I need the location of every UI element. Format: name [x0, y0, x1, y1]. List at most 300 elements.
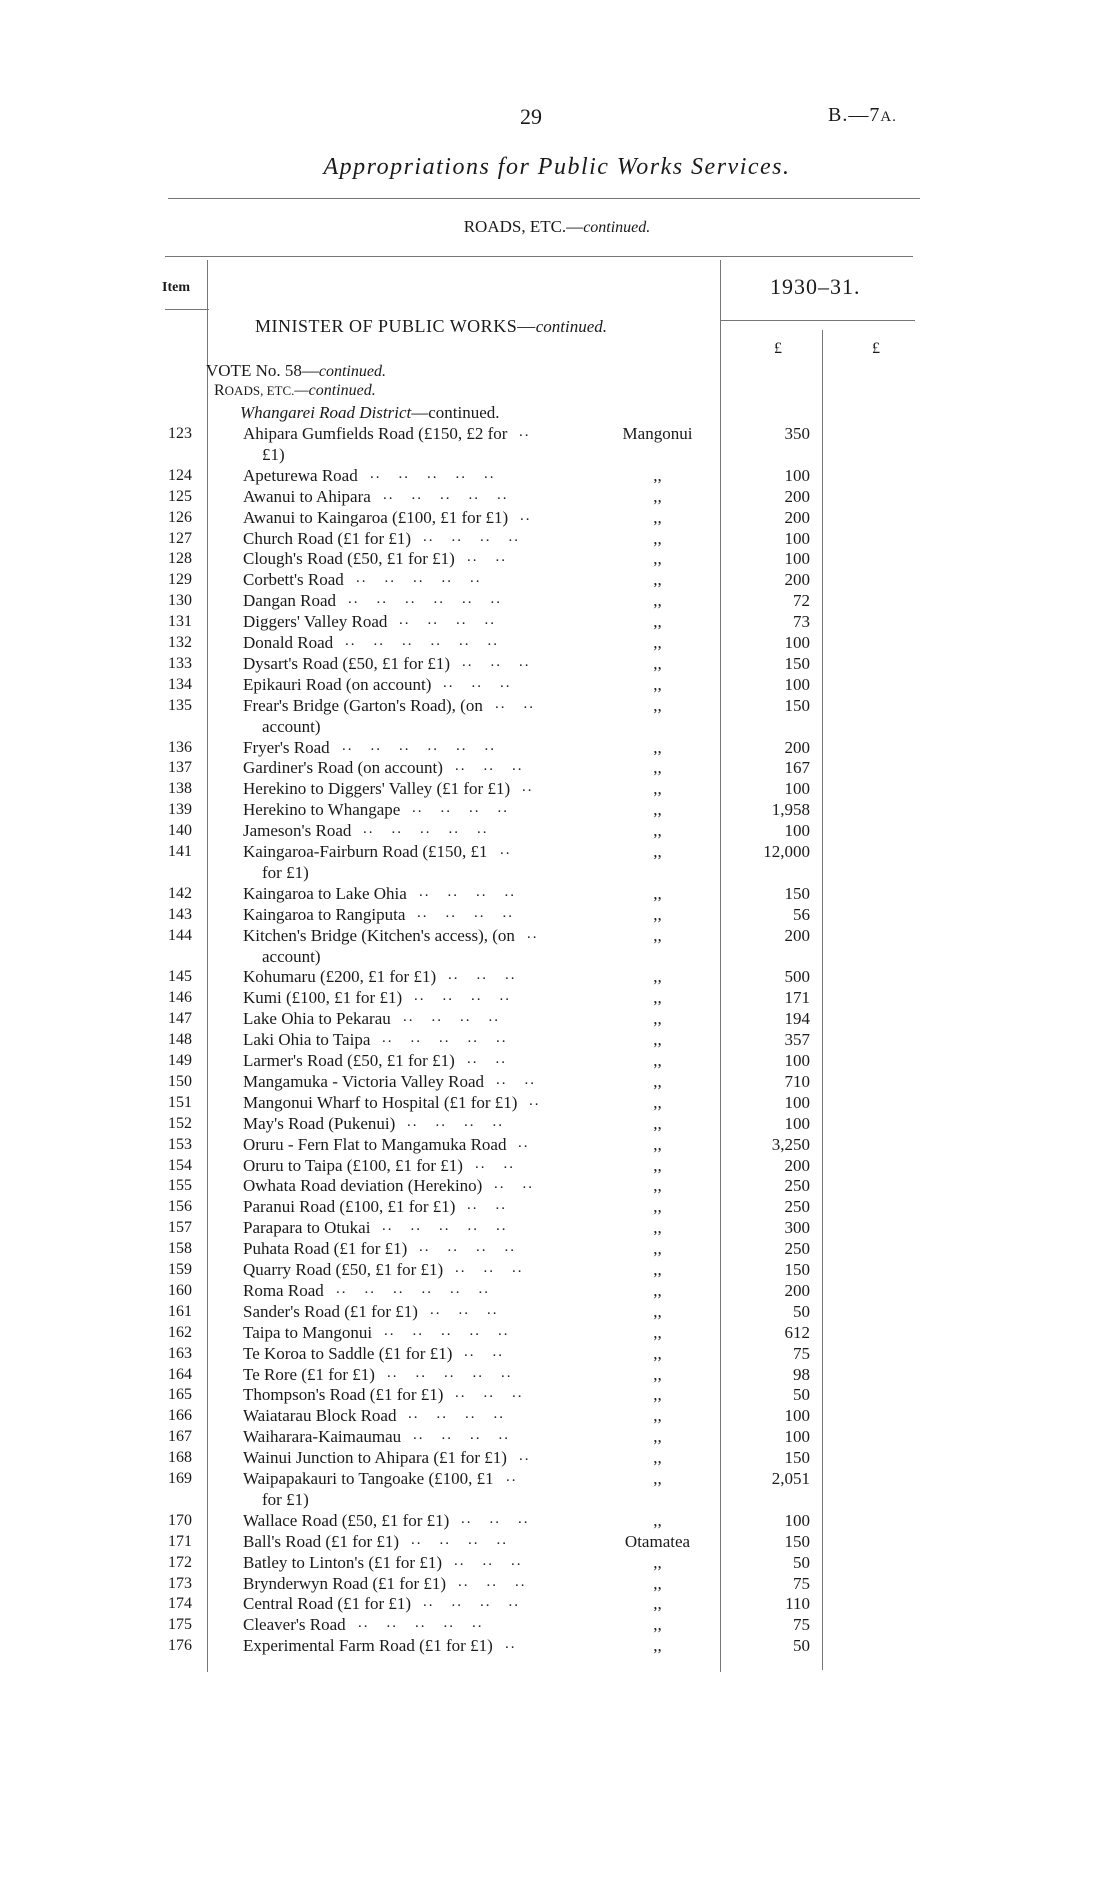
leader-dots: .. — [522, 779, 551, 796]
road-name: Waipapakauri to Tangoake (£100, £1 — [243, 1469, 494, 1488]
district-name: ,, — [653, 842, 662, 861]
table-row — [0, 1448, 1114, 1469]
road-name: Herekino to Whangape — [243, 800, 401, 820]
table-row — [0, 1009, 1114, 1030]
road-name: Kohumaru (£200, £1 for £1) — [243, 967, 437, 987]
item-column-header: Item — [162, 280, 190, 295]
item-number: 169 — [168, 1470, 192, 1487]
table-row — [0, 1135, 1114, 1156]
road-name: Waiatarau Block Road — [243, 1406, 397, 1426]
road-name: Awanui to Kaingaroa (£100, £1 for £1) — [243, 507, 509, 527]
district-name: ,, — [653, 1427, 662, 1447]
item-number: 128 — [168, 550, 192, 568]
item-number: 151 — [168, 1093, 192, 1111]
amount: 250 — [784, 1176, 810, 1196]
district-name: ,, — [653, 1385, 662, 1405]
district-name: ,, — [653, 1176, 662, 1196]
leader-dots: .. .. .. .. .. — [363, 821, 506, 838]
district-name: ,, — [653, 967, 662, 987]
item-number: 148 — [168, 1031, 192, 1049]
road-name: Roma Road — [243, 1280, 324, 1300]
amount: 150 — [784, 653, 810, 673]
table-row — [0, 926, 1114, 947]
document-reference-main: B.—7 — [828, 104, 881, 126]
leader-dots: .. .. .. .. — [411, 1531, 525, 1548]
amount: 194 — [784, 1009, 810, 1029]
district-name: ,, — [653, 570, 662, 590]
road-name: Laki Ohia to Taipa — [243, 1030, 371, 1050]
amount: 612 — [784, 1322, 810, 1342]
amount: 200 — [784, 925, 810, 945]
leader-dots: .. — [519, 1448, 548, 1465]
road-name: Mangamuka - Victoria Valley Road — [243, 1071, 485, 1091]
amount: 100 — [784, 465, 810, 485]
road-name-continuation: for £1) — [262, 1489, 309, 1509]
leader-dots: .. .. .. .. .. .. — [342, 737, 513, 754]
district-name: Mangonui — [622, 424, 693, 443]
road-name: Mangonui Wharf to Hospital (£1 for £1) — [243, 1092, 518, 1112]
table-row — [0, 1594, 1114, 1615]
district-name: ,, — [653, 1322, 662, 1342]
item-number: 133 — [168, 654, 192, 672]
district-heading — [240, 403, 500, 423]
district-name: ,, — [653, 904, 662, 924]
item-number: 159 — [168, 1261, 192, 1278]
table-row — [0, 758, 1114, 779]
leader-dots: .. .. .. .. — [417, 904, 531, 921]
leader-dots: .. .. .. .. — [407, 1113, 521, 1130]
leader-dots: .. .. .. .. .. — [384, 1322, 527, 1339]
amount: 75 — [793, 1343, 810, 1363]
table-row — [0, 696, 1114, 717]
amount: 200 — [784, 1280, 810, 1300]
table-row-continuation — [0, 863, 1114, 884]
table-row — [0, 1427, 1114, 1448]
vote-heading — [206, 361, 386, 381]
leader-dots: .. .. .. — [430, 1301, 516, 1318]
item-number: 152 — [168, 1114, 192, 1132]
district-name: ,, — [653, 1280, 662, 1300]
amount: 72 — [793, 591, 810, 611]
table-row-continuation — [0, 445, 1114, 466]
table-row — [0, 549, 1114, 570]
item-number: 143 — [168, 905, 192, 923]
road-name: Jameson's Road — [243, 821, 352, 841]
table-row — [0, 1072, 1114, 1093]
leader-dots: .. — [529, 1092, 558, 1109]
amount: 100 — [784, 633, 810, 652]
table-row — [0, 842, 1114, 863]
table-row — [0, 1197, 1114, 1218]
amount: 200 — [784, 507, 810, 527]
road-name: Ahipara Gumfields Road (£150, £2 for — [243, 424, 508, 443]
item-number: 166 — [168, 1407, 192, 1425]
leader-dots: .. .. .. .. — [413, 1427, 527, 1444]
item-number: 144 — [168, 926, 192, 944]
leader-dots: .. .. .. .. .. .. — [345, 633, 516, 649]
table-row — [0, 633, 1114, 654]
amount: 75 — [793, 1615, 810, 1635]
amount: 200 — [784, 486, 810, 506]
amount: 167 — [784, 758, 810, 778]
road-name: Brynderwyn Road (£1 for £1) — [243, 1573, 447, 1593]
item-number: 124 — [168, 466, 192, 484]
road-name-continuation: account) — [262, 946, 321, 966]
leader-dots: .. .. .. .. — [423, 1594, 537, 1611]
leader-dots: .. — [520, 507, 549, 524]
item-number: 140 — [168, 822, 192, 840]
table-row — [0, 800, 1114, 821]
amount: 100 — [784, 549, 810, 569]
table-row — [0, 529, 1114, 550]
amount: 100 — [784, 1113, 810, 1133]
table-row — [0, 1051, 1114, 1072]
leader-dots: .. .. .. — [461, 1510, 547, 1527]
road-name: Owhata Road deviation (Herekino) — [243, 1176, 483, 1196]
item-number: 138 — [168, 780, 192, 798]
item-number: 149 — [168, 1052, 192, 1069]
item-number: 172 — [168, 1553, 192, 1571]
item-number: 167 — [168, 1428, 192, 1446]
table-row — [0, 1030, 1114, 1051]
item-number: 142 — [168, 884, 192, 902]
district-name: ,, — [653, 1071, 662, 1091]
item-number: 145 — [168, 968, 192, 986]
district-name: ,, — [653, 1573, 662, 1593]
district-name: ,, — [653, 1155, 662, 1175]
amount: 100 — [784, 1510, 810, 1530]
district-name: ,, — [653, 612, 662, 632]
district-name: ,, — [653, 1510, 662, 1530]
amount: 250 — [784, 1239, 810, 1259]
road-name: Kitchen's Bridge (Kitchen's access), (on — [243, 925, 515, 945]
road-name: Fryer's Road — [243, 737, 330, 757]
table-row — [0, 1365, 1114, 1386]
leader-dots: .. .. .. .. .. — [370, 465, 513, 482]
district-name: ,, — [653, 1134, 662, 1154]
amount: 200 — [784, 737, 810, 757]
leader-dots: .. — [519, 424, 548, 440]
title-rule — [168, 198, 920, 199]
amount: 1,958 — [771, 800, 810, 820]
district-name: ,, — [653, 1113, 662, 1133]
road-name: May's Road (Pukenui) — [243, 1113, 396, 1133]
leader-dots: .. .. .. .. .. .. — [336, 1280, 507, 1297]
amount: 357 — [784, 1030, 810, 1050]
leader-dots: .. .. — [467, 1197, 524, 1214]
table-row — [0, 1469, 1114, 1490]
item-number: 163 — [168, 1344, 192, 1362]
leader-dots: .. .. .. .. — [399, 612, 513, 629]
road-name-continuation: for £1) — [262, 862, 309, 882]
leader-dots: .. .. .. .. — [423, 528, 537, 545]
leader-dots: .. .. .. .. .. — [383, 486, 526, 503]
table-row — [0, 1615, 1114, 1636]
table-row — [0, 1260, 1114, 1281]
district-name: ,, — [653, 1615, 662, 1635]
amount: 100 — [784, 1051, 810, 1070]
amount: 56 — [793, 904, 810, 924]
leader-dots: .. .. — [494, 1176, 551, 1193]
district-name: ,, — [653, 507, 662, 527]
road-name: Experimental Farm Road (£1 for £1) — [243, 1636, 493, 1656]
table-row — [0, 1323, 1114, 1344]
leader-dots: .. .. .. — [448, 967, 534, 984]
item-number: 156 — [168, 1198, 192, 1216]
leader-dots: .. .. .. .. — [419, 883, 533, 900]
item-number: 141 — [168, 843, 192, 860]
minister-heading — [255, 316, 607, 337]
amount: 100 — [784, 1406, 810, 1426]
item-number: 134 — [168, 675, 192, 693]
vote-heading-main: VOTE No. 58— — [206, 361, 319, 380]
item-number: 165 — [168, 1386, 192, 1404]
amount: 300 — [784, 1218, 810, 1238]
leader-dots: .. .. .. .. — [403, 1009, 517, 1026]
item-number: 155 — [168, 1177, 192, 1195]
road-name: Sander's Road (£1 for £1) — [243, 1301, 418, 1321]
item-number: 161 — [168, 1302, 192, 1320]
road-name: Ball's Road (£1 for £1) — [243, 1531, 400, 1551]
roads-subheading-smallcaps: OADS, ETC. — [224, 383, 295, 398]
roads-subheading — [214, 382, 376, 400]
leader-dots: .. .. .. — [458, 1573, 544, 1590]
amount: 75 — [793, 1573, 810, 1593]
table-row — [0, 1156, 1114, 1177]
table-row — [0, 591, 1114, 612]
table-row — [0, 508, 1114, 529]
district-name: ,, — [653, 1092, 662, 1112]
leader-dots: .. .. .. .. .. — [358, 1615, 501, 1632]
road-name: Corbett's Road — [243, 570, 344, 590]
road-name: Te Rore (£1 for £1) — [243, 1364, 375, 1384]
amount: 150 — [784, 883, 810, 903]
table-row — [0, 988, 1114, 1009]
leader-dots: .. — [527, 925, 556, 942]
road-name: Thompson's Road (£1 for £1) — [243, 1385, 444, 1405]
leader-dots: .. .. — [496, 1071, 553, 1088]
amount: 171 — [784, 988, 810, 1008]
table-row-continuation — [0, 717, 1114, 738]
table-row — [0, 967, 1114, 988]
item-number: 130 — [168, 592, 192, 610]
amount: 100 — [784, 779, 810, 799]
table-row — [0, 487, 1114, 508]
amount: 50 — [793, 1552, 810, 1572]
table-row — [0, 1574, 1114, 1595]
table-row — [0, 1093, 1114, 1114]
item-number: 170 — [168, 1511, 192, 1529]
table-row — [0, 1553, 1114, 1574]
item-number: 174 — [168, 1595, 192, 1613]
item-number: 136 — [168, 738, 192, 756]
leader-dots: .. .. .. — [443, 674, 529, 691]
item-number: 158 — [168, 1240, 192, 1258]
district-name: ,, — [653, 591, 662, 611]
district-name: ,, — [653, 695, 662, 715]
road-name: Gardiner's Road (on account) — [243, 758, 443, 778]
road-name: Church Road (£1 for £1) — [243, 528, 412, 548]
amount: 710 — [784, 1071, 810, 1091]
road-name: Quarry Road (£50, £1 for £1) — [243, 1260, 444, 1279]
district-name: ,, — [653, 1343, 662, 1363]
road-name: Donald Road — [243, 633, 334, 652]
leader-dots: .. .. .. .. — [414, 988, 528, 1005]
table-row — [0, 779, 1114, 800]
table-row — [0, 424, 1114, 445]
road-name: Parapara to Otukai — [243, 1218, 371, 1238]
district-name: ,, — [653, 1301, 662, 1321]
minister-heading-main: MINISTER OF PUBLIC WORKS— — [255, 316, 536, 336]
item-number: 171 — [168, 1532, 192, 1550]
road-name: Diggers' Valley Road — [243, 612, 388, 632]
district-name: ,, — [653, 1030, 662, 1050]
district-name: ,, — [653, 1469, 662, 1488]
leader-dots: .. .. .. .. .. .. — [348, 591, 519, 608]
year-header-rule — [720, 320, 915, 321]
table-row — [0, 1239, 1114, 1260]
item-number: 129 — [168, 571, 192, 589]
leader-dots: .. .. .. — [455, 1385, 541, 1402]
road-name: Clough's Road (£50, £1 for £1) — [243, 549, 455, 569]
document-reference — [828, 104, 897, 127]
table-row-continuation — [0, 947, 1114, 968]
amount: 50 — [793, 1301, 810, 1321]
district-name: ,, — [653, 633, 662, 652]
road-name: Cleaver's Road — [243, 1615, 346, 1635]
road-name: Paranui Road (£100, £1 for £1) — [243, 1197, 456, 1217]
item-number: 146 — [168, 989, 192, 1007]
amount: 150 — [784, 1531, 810, 1551]
leader-dots: .. .. — [464, 1343, 521, 1360]
amount: 3,250 — [771, 1134, 810, 1154]
item-number: 132 — [168, 634, 192, 651]
road-name: Oruru - Fern Flat to Mangamuka Road — [243, 1134, 507, 1154]
road-name: Apeturewa Road — [243, 465, 358, 485]
road-name: Epikauri Road (on account) — [243, 674, 432, 694]
item-number: 168 — [168, 1449, 192, 1467]
item-number: 139 — [168, 801, 192, 819]
district-name: ,, — [653, 653, 662, 673]
road-name: Taipa to Mangonui — [243, 1322, 373, 1342]
table-row — [0, 612, 1114, 633]
table-row — [0, 821, 1114, 842]
amount: 12,000 — [763, 842, 810, 861]
district-name: Otamatea — [624, 1531, 691, 1551]
road-name: Frear's Bridge (Garton's Road), (on — [243, 695, 483, 715]
table-row — [0, 1114, 1114, 1135]
amount: 100 — [784, 1427, 810, 1447]
road-name: Waiharara-Kaimaumau — [243, 1427, 402, 1447]
district-name: ,, — [653, 1239, 662, 1259]
table-row — [0, 654, 1114, 675]
table-row — [0, 1511, 1114, 1532]
item-header-rule — [165, 309, 209, 310]
item-number: 154 — [168, 1156, 192, 1174]
section-subtitle — [0, 217, 1114, 237]
leader-dots: .. — [506, 1469, 535, 1485]
leader-dots: .. .. — [467, 549, 524, 566]
table-row — [0, 1344, 1114, 1365]
road-name: Oruru to Taipa (£100, £1 for £1) — [243, 1155, 463, 1175]
district-name: ,, — [653, 883, 662, 903]
document-reference-suffix: A. — [880, 109, 897, 125]
subtitle-main: ROADS, ETC.— — [463, 217, 584, 236]
pound-sign-column-1: £ — [774, 340, 782, 357]
subtitle-continued: continued. — [583, 219, 651, 236]
amount: 100 — [784, 674, 810, 694]
table-row — [0, 1385, 1114, 1406]
road-name: Batley to Linton's (£1 for £1) — [243, 1552, 443, 1572]
roads-subheading-initial: R — [214, 382, 225, 399]
page-number: 29 — [520, 104, 542, 129]
road-name: Kumi (£100, £1 for £1) — [243, 988, 403, 1008]
leader-dots: .. — [500, 842, 529, 858]
amount: 150 — [784, 1448, 810, 1468]
amount: 100 — [784, 821, 810, 841]
table-row — [0, 1281, 1114, 1302]
leader-dots: .. .. .. .. .. — [387, 1364, 530, 1381]
district-name: ,, — [653, 1594, 662, 1614]
leader-dots: .. .. .. .. — [419, 1239, 533, 1256]
item-number: 126 — [168, 508, 192, 526]
district-name: ,, — [653, 1552, 662, 1572]
table-row — [0, 1406, 1114, 1427]
leader-dots: .. .. .. — [455, 1260, 541, 1276]
district-name: ,, — [653, 779, 662, 799]
district-name: ,, — [653, 1406, 662, 1426]
district-name: ,, — [653, 486, 662, 506]
table-row — [0, 884, 1114, 905]
amount: 50 — [793, 1385, 810, 1405]
table-row — [0, 1532, 1114, 1553]
district-name: ,, — [653, 925, 662, 945]
road-name: Kaingaroa to Rangiputa — [243, 904, 406, 924]
item-number: 176 — [168, 1637, 192, 1655]
item-number: 175 — [168, 1616, 192, 1634]
item-number: 162 — [168, 1323, 192, 1341]
road-name: Puhata Road (£1 for £1) — [243, 1239, 408, 1259]
district-name: ,, — [653, 800, 662, 820]
district-heading-continued: —continued. — [411, 403, 500, 422]
table-row-continuation — [0, 1490, 1114, 1511]
leader-dots: .. .. .. .. — [408, 1406, 522, 1423]
leader-dots: .. .. .. — [454, 1552, 540, 1569]
leader-dots: .. — [505, 1636, 534, 1653]
item-number: 137 — [168, 759, 192, 777]
district-name: ,, — [653, 528, 662, 548]
table-row — [0, 570, 1114, 591]
road-name: Dysart's Road (£50, £1 for £1) — [243, 653, 451, 673]
district-name: ,, — [653, 674, 662, 694]
road-name: Awanui to Ahipara — [243, 486, 371, 506]
leader-dots: .. .. .. — [455, 758, 541, 775]
table-row — [0, 466, 1114, 487]
item-number: 164 — [168, 1365, 192, 1383]
district-name: ,, — [653, 1009, 662, 1029]
district-name: ,, — [653, 821, 662, 841]
vote-heading-continued: continued. — [318, 363, 386, 380]
district-name: ,, — [653, 758, 662, 778]
district-name: ,, — [653, 1197, 662, 1217]
leader-dots: .. .. — [495, 695, 552, 712]
road-name: Dangan Road — [243, 591, 337, 611]
road-name: Wallace Road (£50, £1 for £1) — [243, 1510, 450, 1530]
minister-heading-continued: continued. — [535, 317, 607, 336]
amount: 500 — [784, 967, 810, 987]
amount: 200 — [784, 570, 810, 590]
district-heading-name: Whangarei Road District — [240, 403, 412, 422]
